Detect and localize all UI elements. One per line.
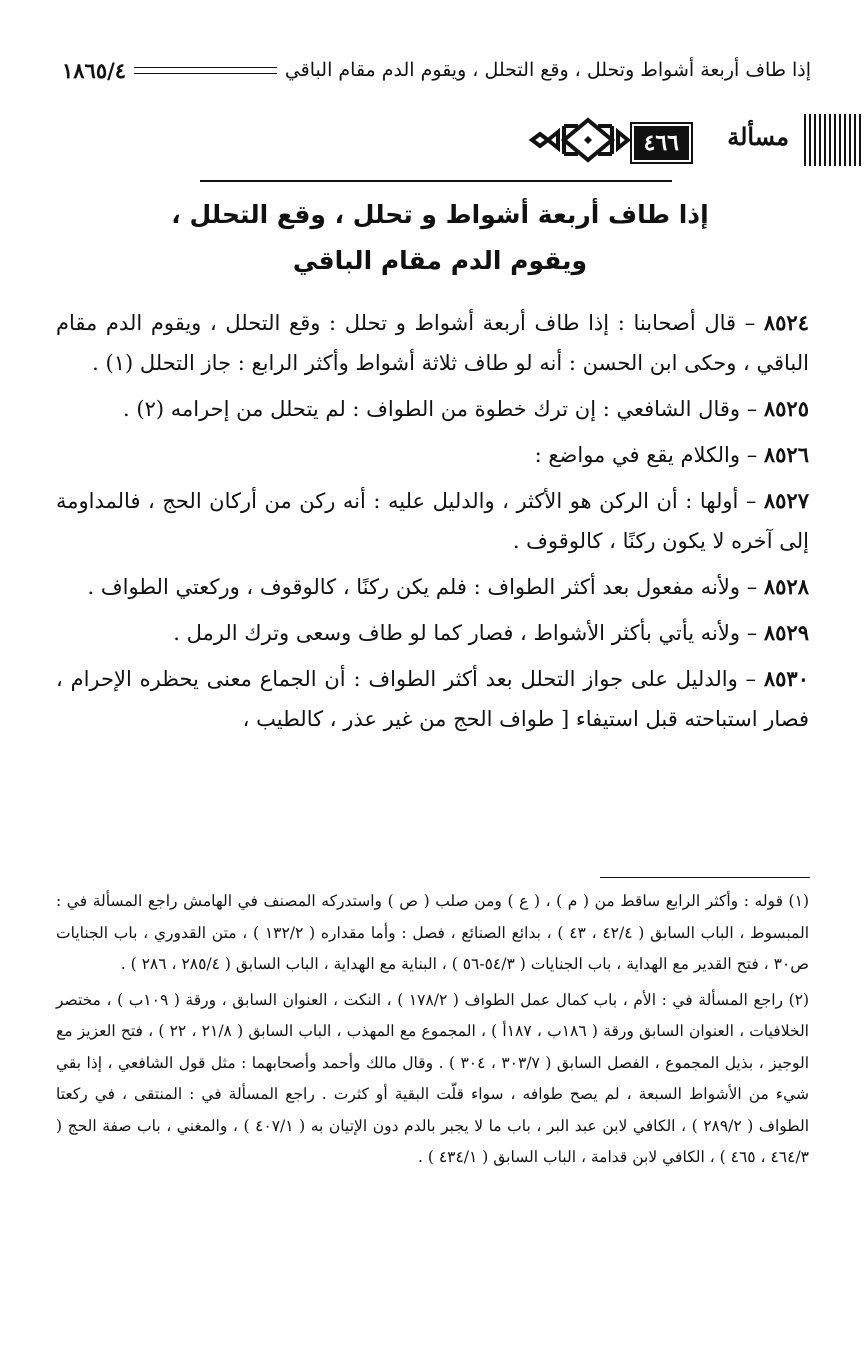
paragraph <box>56 435 809 475</box>
paragraph-text: – ولأنه مفعول بعد أكثر الطواف : فلم يكن ركنًا ، كالوقوف ، وركعتي الطواف . <box>87 575 764 599</box>
paragraph-text: – أولها : أن الركن هو الأكثر ، والدليل عليه : أنه ركن من أركان الحج ، فالمداومة إلى آخره لا يكون ركنًا ، كالوقوف . <box>56 489 809 553</box>
masala-label: مسألة <box>727 122 789 151</box>
paragraph-text: – قال أصحابنا : إذا طاف أربعة أشواط و تحلل : وقع التحلل ، ويقوم الدم مقام الباقي ، وحكى ابن الحسن : أنه لو طاف ثلاثة أشواط وأكثر الرابع : جاز التحلل (١) . <box>56 311 809 375</box>
footnote: (٢) راجع المسألة في : الأم ، باب كمال عمل الطواف ( ١٧٨/٢ ) ، النكت ، العنوان السابق ، ورقة ( ١٠٩ب ) ، مختصر الخلافيات ، العنوان السابق ورقة ( ١٨٦ب ، ١٨٧أ ) ، المجموع مع المهذب ، الباب السابق ( ٢١/٨ ، ٢٢ ) ، فتح العزيز مع الوجيز ، بذيل المجموع ، الفصل السابق ( ٣٠٣/٧ ، ٣٠٤ ) . وقال مالك وأحمد وأصحابهما : مثل قول الشافعي ، إذا بقي شيء من الأشواط السبعة ، لم يصح طوافه ، سواء قلّت البقية أو كثرت . راجع المسألة في : المنتقى ، في ركعتا الطواف ( ٢٨٩/٢ ) ، الكافي لابن عبد البر ، باب ما لا يجبر بالدم دون الإتيان به ( ٤٠٧/١ ) ، والمغني ، باب صفة الحج ( ٤٦٤/٣ ، ٤٦٥ ) ، الكافي لابن قدامة ، الباب السابق ( ٤٣٤/١ ) . <box>56 990 810 1166</box>
main-text <box>56 303 809 745</box>
paragraph <box>56 659 809 739</box>
footnotes <box>56 886 809 1178</box>
paragraph-text: – وقال الشافعي : إن ترك خطوة من الطواف : لم يتحلل من إحرامه (٢) . <box>123 397 764 421</box>
paragraph-number: ٨٥٢٥ <box>763 396 809 421</box>
paragraph <box>56 613 809 653</box>
header-rule <box>134 67 277 74</box>
striped-bars-ornament <box>801 114 861 166</box>
section-heading-line-2: ويقوم الدم مقام الباقي <box>292 246 588 275</box>
paragraph <box>56 389 809 429</box>
section-heading <box>120 192 760 284</box>
section-heading-line-1: إذا طاف أربعة أشواط و تحلل ، وقع التحلل ، <box>171 200 709 229</box>
footnote: (١) قوله : وأكثر الرابع ساقط من ( م ) ، ( ع ) ومن صلب ( ص ) واستدركه المصنف في الهامش راجع المسألة في : المبسوط ، الباب السابق ( ٤٢/٤ ، ٤٣ ) ، بدائع الصنائع ، فصل : وأما مقداره ( ١٣٢/٢ ) ، متن القدوري ، باب الجنايات ص٣٠ ، فتح القدير مع الهداية ، باب الجنايات ( ٥٤/٣-٥٦ ) ، البناية مع الهداية ، الباب السابق ( ٢٨٥/٤ ، ٢٨٦ ) . <box>56 892 809 973</box>
paragraph-number: ٨٥٢٤ <box>763 310 809 335</box>
paragraph <box>56 481 809 561</box>
page-reference: ١٨٦٥/٤ <box>62 57 127 83</box>
paragraph-number: ٨٥٢٦ <box>763 442 809 467</box>
paragraph-number: ٨٥٣٠ <box>763 666 809 691</box>
footnote-separator <box>600 877 810 878</box>
heading-rule <box>200 180 672 182</box>
knot-ornament-icon <box>528 114 648 166</box>
paragraph-text: – والكلام يقع في مواضع : <box>534 443 764 467</box>
paragraph <box>56 303 809 383</box>
paragraph-number: ٨٥٢٨ <box>763 574 809 599</box>
running-header <box>62 50 811 90</box>
paragraph-text: – ولأنه يأتي بأكثر الأشواط ، فصار كما لو طاف وسعى وترك الرمل . <box>173 621 764 645</box>
masala-banner <box>0 114 867 166</box>
paragraph-number: ٨٥٢٧ <box>763 488 809 513</box>
running-title: إذا طاف أربعة أشواط وتحلل ، وقع التحلل ، ويقوم الدم مقام الباقي <box>284 59 811 81</box>
masala-number: ٤٦٦ <box>634 126 689 160</box>
paragraph-number: ٨٥٢٩ <box>763 620 809 645</box>
paragraph-text: – والدليل على جواز التحلل بعد أكثر الطواف : أن الجماع معنى يحظره الإحرام ، فصار استباحته قبل استيفاء [ طواف الحج من غير عذر ، كالطيب ، <box>56 667 809 731</box>
paragraph <box>56 567 809 607</box>
